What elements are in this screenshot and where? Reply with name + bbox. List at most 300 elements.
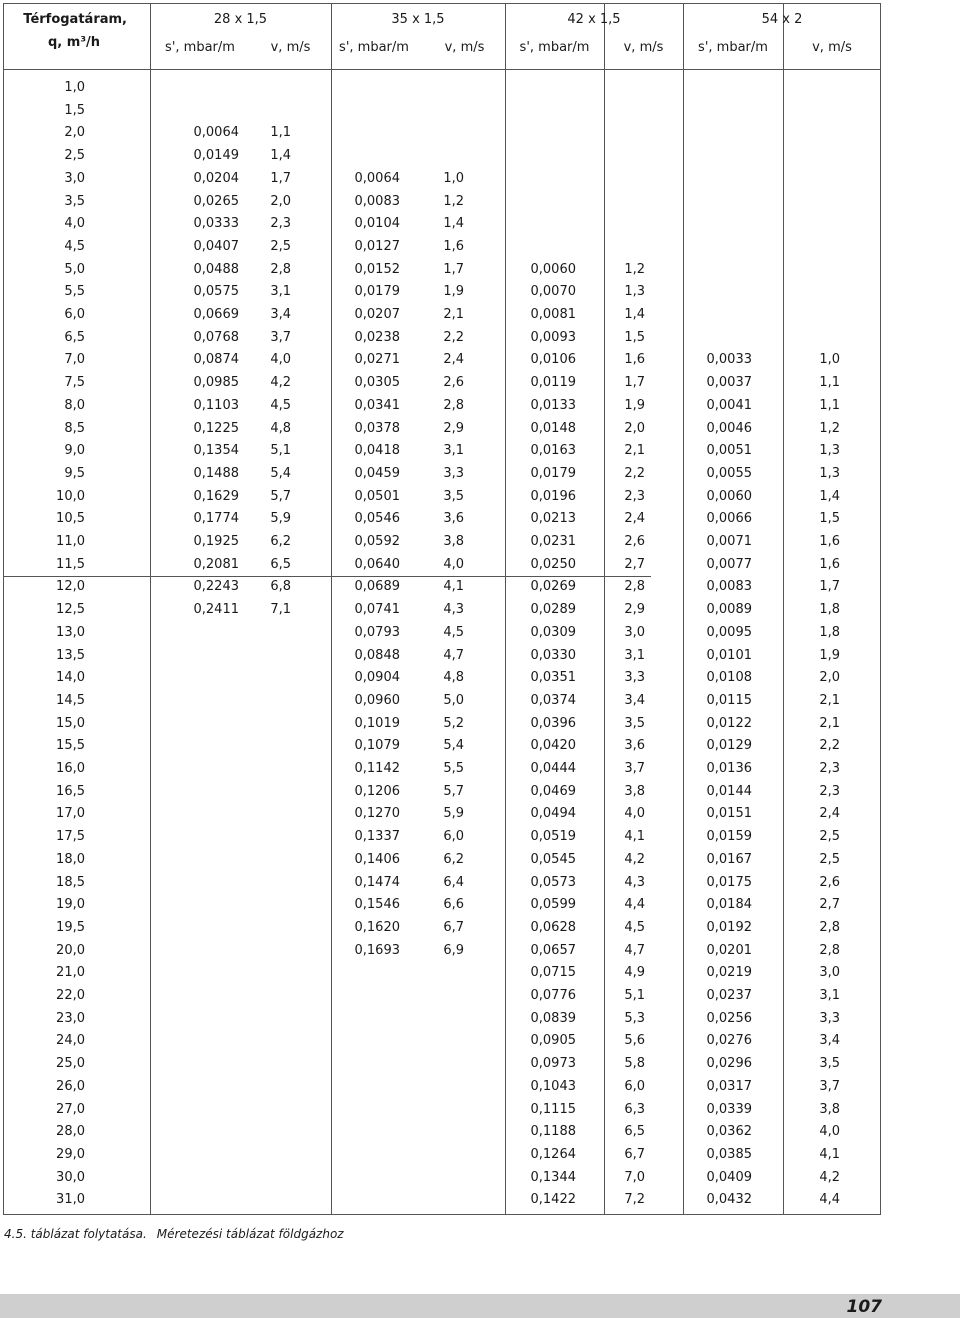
cell-pressure-drop-28: 0,1103 [193,397,239,413]
cell-velocity-42: 2,6 [624,534,645,549]
subheader-velocity: v, m/s [812,40,852,55]
cell-flow-rate: 17,5 [56,829,85,845]
cell-velocity-54: 1,4 [819,488,840,504]
cell-flow-rate: 27,0 [56,1101,85,1117]
cell-pressure-drop-42: 0,0420 [530,738,576,754]
cell-pressure-drop-35: 0,1142 [354,761,400,776]
cell-velocity-54: 2,2 [819,738,840,754]
cell-pressure-drop-35: 0,1337 [354,829,400,845]
cell-flow-rate: 16,0 [56,761,85,776]
cell-pressure-drop-42: 0,0133 [530,397,576,413]
cell-velocity-28: 4,8 [270,420,291,436]
cell-pressure-drop-28: 0,0204 [193,170,239,186]
cell-pressure-drop-54: 0,0237 [706,988,752,1003]
cell-pressure-drop-54: 0,0115 [706,692,752,708]
cell-pressure-drop-35: 0,0127 [354,238,400,254]
cell-velocity-54: 2,4 [819,806,840,822]
cell-flow-rate: 6,5 [64,329,85,345]
cell-flow-rate: 20,0 [56,942,85,958]
cell-pressure-drop-28: 0,0407 [193,238,239,254]
cell-pressure-drop-28: 0,2081 [193,556,239,572]
cell-flow-rate: 3,0 [64,170,85,186]
cell-pressure-drop-35: 0,1270 [354,806,400,822]
cell-velocity-42: 1,3 [624,284,645,300]
cell-flow-rate: 10,0 [56,488,85,504]
cell-pressure-drop-35: 0,1406 [354,851,400,867]
cell-velocity-28: 3,7 [270,329,291,345]
cell-velocity-42: 1,5 [624,329,645,345]
cell-flow-rate: 23,0 [56,1010,85,1026]
cell-velocity-35: 4,8 [443,670,464,686]
cell-pressure-drop-42: 0,0715 [530,965,576,981]
cell-velocity-42: 1,6 [624,352,645,368]
cell-flow-rate: 13,0 [56,624,85,640]
cell-velocity-28: 5,9 [270,511,291,527]
cell-flow-rate: 4,0 [64,216,85,232]
cell-pressure-drop-42: 0,0905 [530,1033,576,1049]
cell-velocity-42: 6,0 [624,1078,645,1094]
cell-flow-rate: 10,5 [56,511,85,527]
cell-velocity-42: 3,6 [624,738,645,754]
cell-velocity-35: 6,9 [443,942,464,958]
cell-velocity-42: 7,2 [624,1192,645,1208]
cell-pressure-drop-42: 0,0374 [530,692,576,708]
subheader-velocity: v, m/s [623,40,664,55]
cell-velocity-42: 4,0 [624,806,645,822]
cell-velocity-54: 3,4 [819,1033,840,1049]
cell-velocity-42: 1,7 [624,375,645,391]
page-number: 107 [846,1297,882,1317]
cell-flow-rate: 7,0 [64,352,85,368]
cell-velocity-42: 4,9 [624,965,645,981]
cell-flow-rate: 24,0 [56,1033,85,1049]
cell-velocity-35: 1,7 [443,261,464,277]
cell-pressure-drop-42: 0,1188 [530,1124,576,1140]
cell-flow-rate: 12,5 [56,602,85,618]
cell-velocity-54: 3,8 [819,1101,840,1117]
cell-velocity-28: 7,1 [270,602,291,618]
cell-flow-rate: 18,0 [56,851,85,867]
cell-flow-rate: 21,0 [56,965,85,981]
cell-velocity-35: 2,1 [443,307,464,322]
subheader-velocity: v, m/s [270,40,311,55]
column-divider [505,3,506,1215]
cell-pressure-drop-28: 0,1925 [193,534,239,549]
cell-pressure-drop-42: 0,1043 [530,1078,576,1094]
cell-velocity-35: 2,8 [443,397,464,413]
cell-velocity-42: 6,5 [624,1124,645,1140]
cell-pressure-drop-42: 0,0839 [530,1010,576,1026]
cell-pressure-drop-42: 0,0573 [530,874,576,890]
cell-pressure-drop-54: 0,0385 [706,1146,752,1162]
cell-pressure-drop-28: 0,0064 [193,125,239,141]
cell-pressure-drop-54: 0,0184 [706,897,752,913]
cell-pressure-drop-42: 0,0289 [530,602,576,618]
cell-velocity-42: 4,3 [624,874,645,890]
cell-pressure-drop-54: 0,0051 [706,443,752,459]
cell-pressure-drop-35: 0,0793 [354,624,400,640]
cell-pressure-drop-35: 0,1019 [354,715,400,731]
cell-velocity-42: 4,4 [624,897,645,913]
cell-velocity-28: 2,8 [270,261,291,277]
cell-pressure-drop-54: 0,0108 [706,670,752,686]
cell-velocity-42: 2,7 [624,556,645,572]
cell-velocity-54: 3,3 [819,1010,840,1026]
cell-pressure-drop-28: 0,1354 [193,443,239,459]
cell-velocity-35: 3,5 [443,488,464,504]
cell-flow-rate: 16,5 [56,783,85,799]
cell-velocity-54: 3,7 [819,1078,840,1094]
cell-velocity-54: 4,1 [819,1146,840,1162]
cell-pressure-drop-42: 0,0119 [530,375,576,391]
cell-pressure-drop-35: 0,0459 [354,465,400,481]
cell-pressure-drop-42: 0,0545 [530,851,576,867]
cell-velocity-35: 3,1 [443,443,464,459]
cell-pressure-drop-28: 0,1488 [193,465,239,481]
cell-pressure-drop-28: 0,1225 [193,420,239,436]
row-divider [331,576,651,577]
cell-velocity-54: 1,1 [819,397,840,413]
cell-velocity-42: 1,2 [624,261,645,277]
group-header-28: 28 x 1,5 [213,12,268,27]
cell-velocity-54: 3,1 [819,988,840,1003]
cell-pressure-drop-28: 0,0488 [193,261,239,277]
cell-velocity-54: 3,0 [819,965,840,981]
cell-pressure-drop-35: 0,0152 [354,261,400,277]
cell-velocity-35: 6,2 [443,851,464,867]
cell-flow-rate: 11,5 [56,556,85,572]
cell-velocity-35: 3,8 [443,534,464,549]
cell-velocity-28: 5,4 [270,465,291,481]
cell-flow-rate: 1,0 [64,80,85,95]
cell-pressure-drop-42: 0,0231 [530,534,576,549]
cell-pressure-drop-54: 0,0167 [706,851,752,867]
cell-pressure-drop-28: 0,2411 [193,602,239,618]
cell-velocity-28: 6,5 [270,556,291,572]
cell-velocity-35: 2,9 [443,420,464,436]
cell-flow-rate: 25,0 [56,1056,85,1072]
cell-velocity-54: 1,8 [819,624,840,640]
cell-pressure-drop-42: 0,1344 [530,1169,576,1185]
cell-flow-rate: 22,0 [56,988,85,1003]
cell-pressure-drop-28: 0,0985 [193,375,239,391]
cell-velocity-28: 2,3 [270,216,291,232]
cell-velocity-35: 6,7 [443,919,464,935]
cell-pressure-drop-54: 0,0041 [706,397,752,413]
cell-velocity-28: 1,1 [270,125,291,141]
cell-velocity-54: 2,8 [819,942,840,958]
cell-velocity-42: 2,8 [624,579,645,595]
cell-velocity-54: 1,0 [819,352,840,368]
cell-velocity-42: 3,7 [624,761,645,776]
cell-pressure-drop-28: 0,0265 [193,193,239,209]
cell-pressure-drop-35: 0,0546 [354,511,400,527]
cell-velocity-35: 6,0 [443,829,464,845]
column-divider [150,3,151,1215]
cell-pressure-drop-42: 0,0973 [530,1056,576,1072]
cell-pressure-drop-35: 0,0418 [354,443,400,459]
cell-pressure-drop-54: 0,0317 [706,1078,752,1094]
cell-velocity-28: 6,2 [270,534,291,549]
cell-pressure-drop-54: 0,0192 [706,919,752,935]
cell-velocity-42: 5,3 [624,1010,645,1026]
cell-pressure-drop-35: 0,0960 [354,692,400,708]
cell-pressure-drop-54: 0,0122 [706,715,752,731]
cell-pressure-drop-42: 0,0628 [530,919,576,935]
cell-velocity-42: 5,6 [624,1033,645,1049]
cell-velocity-54: 2,8 [819,919,840,935]
cell-pressure-drop-35: 0,1206 [354,783,400,799]
cell-flow-rate: 15,0 [56,715,85,731]
cell-pressure-drop-35: 0,0689 [354,579,400,595]
cell-pressure-drop-35: 0,0083 [354,193,400,209]
cell-pressure-drop-54: 0,0055 [706,465,752,481]
cell-velocity-54: 1,3 [819,443,840,459]
column-divider [783,3,784,1215]
cell-pressure-drop-54: 0,0136 [706,761,752,776]
cell-pressure-drop-54: 0,0060 [706,488,752,504]
cell-flow-rate: 12,0 [56,579,85,595]
cell-velocity-54: 1,5 [819,511,840,527]
cell-pressure-drop-54: 0,0095 [706,624,752,640]
cell-velocity-35: 4,3 [443,602,464,618]
cell-pressure-drop-42: 0,0599 [530,897,576,913]
cell-pressure-drop-28: 0,1629 [193,488,239,504]
cell-velocity-35: 2,6 [443,375,464,391]
cell-velocity-35: 1,6 [443,238,464,254]
row-divider [3,576,331,577]
cell-pressure-drop-35: 0,1079 [354,738,400,754]
cell-velocity-42: 1,9 [624,397,645,413]
cell-pressure-drop-54: 0,0201 [706,942,752,958]
cell-velocity-54: 1,7 [819,579,840,595]
group-header-35: 35 x 1,5 [391,12,445,27]
cell-velocity-42: 4,5 [624,919,645,935]
cell-velocity-54: 2,5 [819,851,840,867]
cell-velocity-54: 4,2 [819,1169,840,1185]
cell-velocity-35: 5,5 [443,761,464,776]
cell-velocity-35: 1,0 [443,170,464,186]
cell-velocity-42: 5,1 [624,988,645,1003]
cell-flow-rate: 3,5 [64,193,85,209]
cell-pressure-drop-54: 0,0101 [706,647,752,663]
cell-flow-rate: 19,5 [56,919,85,935]
column-divider [604,3,605,1215]
cell-pressure-drop-42: 0,0081 [530,307,576,322]
cell-flow-rate: 28,0 [56,1124,85,1140]
cell-velocity-54: 1,2 [819,420,840,436]
cell-pressure-drop-42: 0,0494 [530,806,576,822]
cell-pressure-drop-54: 0,0077 [706,556,752,572]
cell-velocity-54: 2,0 [819,670,840,686]
cell-velocity-54: 4,4 [819,1192,840,1208]
cell-velocity-35: 5,2 [443,715,464,731]
cell-pressure-drop-35: 0,0848 [354,647,400,663]
cell-pressure-drop-42: 0,0351 [530,670,576,686]
subheader-pressure-drop: s', mbar/m [698,40,768,55]
cell-pressure-drop-54: 0,0066 [706,511,752,527]
cell-pressure-drop-28: 0,0575 [193,284,239,300]
column-divider [683,3,684,1215]
cell-pressure-drop-35: 0,1693 [354,942,400,958]
column-divider [331,3,332,1215]
cell-pressure-drop-42: 0,0519 [530,829,576,845]
cell-pressure-drop-42: 0,1115 [530,1101,576,1117]
cell-pressure-drop-35: 0,0904 [354,670,400,686]
cell-pressure-drop-42: 0,0148 [530,420,576,436]
cell-pressure-drop-35: 0,0179 [354,284,400,300]
cell-velocity-42: 2,1 [624,443,645,459]
cell-velocity-42: 3,0 [624,624,645,640]
cell-pressure-drop-35: 0,0104 [354,216,400,232]
cell-flow-rate: 11,0 [56,534,85,549]
cell-pressure-drop-35: 0,0741 [354,602,400,618]
cell-pressure-drop-42: 0,0269 [530,579,576,595]
cell-flow-rate: 15,5 [56,738,85,754]
cell-flow-rate: 26,0 [56,1078,85,1094]
cell-velocity-42: 3,4 [624,692,645,708]
cell-pressure-drop-54: 0,0159 [706,829,752,845]
cell-velocity-42: 3,1 [624,647,645,663]
cell-velocity-42: 7,0 [624,1169,645,1185]
cell-velocity-35: 3,3 [443,465,464,481]
cell-pressure-drop-35: 0,0501 [354,488,400,504]
cell-velocity-42: 2,0 [624,420,645,436]
cell-velocity-35: 2,4 [443,352,464,368]
cell-velocity-28: 4,0 [270,352,291,368]
cell-pressure-drop-35: 0,0592 [354,534,400,549]
cell-velocity-54: 1,6 [819,534,840,549]
cell-pressure-drop-54: 0,0089 [706,602,752,618]
cell-velocity-42: 6,3 [624,1101,645,1117]
cell-velocity-54: 1,8 [819,602,840,618]
cell-pressure-drop-42: 0,0196 [530,488,576,504]
cell-velocity-28: 4,5 [270,397,291,413]
cell-flow-rate: 2,0 [64,125,85,141]
cell-pressure-drop-54: 0,0083 [706,579,752,595]
cell-pressure-drop-42: 0,0179 [530,465,576,481]
cell-pressure-drop-35: 0,0640 [354,556,400,572]
cell-pressure-drop-54: 0,0219 [706,965,752,981]
cell-velocity-35: 4,0 [443,556,464,572]
subheader-pressure-drop: s', mbar/m [339,40,409,55]
cell-velocity-42: 2,4 [624,511,645,527]
cell-pressure-drop-54: 0,0144 [706,783,752,799]
cell-velocity-35: 4,5 [443,624,464,640]
cell-velocity-35: 2,2 [443,329,464,345]
cell-velocity-35: 5,9 [443,806,464,822]
cell-pressure-drop-35: 0,0064 [354,170,400,186]
cell-velocity-42: 3,5 [624,715,645,731]
footer-band [0,1294,960,1318]
cell-velocity-28: 5,1 [270,443,291,459]
cell-pressure-drop-42: 0,0163 [530,443,576,459]
cell-flow-rate: 14,0 [56,670,85,686]
cell-velocity-28: 4,2 [270,375,291,391]
cell-flow-rate: 2,5 [64,148,85,164]
cell-velocity-42: 4,2 [624,851,645,867]
cell-pressure-drop-54: 0,0276 [706,1033,752,1049]
cell-flow-rate: 8,0 [64,397,85,413]
cell-flow-rate: 19,0 [56,897,85,913]
cell-flow-rate: 14,5 [56,692,85,708]
cell-velocity-35: 4,7 [443,647,464,663]
cell-pressure-drop-35: 0,0305 [354,375,400,391]
header-divider [3,69,881,70]
table-caption [4,1227,344,1241]
cell-pressure-drop-28: 0,0333 [193,216,239,232]
cell-velocity-42: 3,3 [624,670,645,686]
cell-velocity-54: 1,9 [819,647,840,663]
cell-velocity-28: 6,8 [270,579,291,595]
cell-pressure-drop-28: 0,1774 [193,511,239,527]
cell-velocity-54: 2,1 [819,715,840,731]
cell-pressure-drop-42: 0,0060 [530,261,576,277]
cell-flow-rate: 4,5 [64,238,85,254]
cell-pressure-drop-35: 0,0341 [354,397,400,413]
cell-velocity-54: 2,7 [819,897,840,913]
cell-velocity-54: 4,0 [819,1124,840,1140]
cell-velocity-42: 5,8 [624,1056,645,1072]
cell-flow-rate: 5,0 [64,261,85,277]
cell-pressure-drop-54: 0,0256 [706,1010,752,1026]
cell-pressure-drop-42: 0,1422 [530,1192,576,1208]
cell-flow-rate: 6,0 [64,307,85,322]
cell-velocity-28: 3,4 [270,307,291,322]
cell-pressure-drop-54: 0,0175 [706,874,752,890]
cell-pressure-drop-42: 0,0093 [530,329,576,345]
cell-pressure-drop-42: 0,0250 [530,556,576,572]
cell-pressure-drop-28: 0,0149 [193,148,239,164]
cell-flow-rate: 13,5 [56,647,85,663]
cell-velocity-28: 1,4 [270,148,291,164]
cell-velocity-54: 2,6 [819,874,840,890]
cell-pressure-drop-35: 0,0271 [354,352,400,368]
cell-pressure-drop-54: 0,0129 [706,738,752,754]
subheader-velocity: v, m/s [444,40,485,55]
cell-velocity-28: 3,1 [270,284,291,300]
subheader-pressure-drop: s', mbar/m [165,40,235,55]
cell-pressure-drop-42: 0,0213 [530,511,576,527]
cell-pressure-drop-42: 0,0657 [530,942,576,958]
cell-pressure-drop-54: 0,0409 [706,1169,752,1185]
group-header-54: 54 x 2 [761,12,803,27]
cell-pressure-drop-42: 0,0070 [530,284,576,300]
cell-velocity-35: 1,2 [443,193,464,209]
cell-velocity-42: 1,4 [624,307,645,322]
cell-pressure-drop-35: 0,1620 [354,919,400,935]
cell-velocity-35: 1,4 [443,216,464,232]
cell-velocity-35: 4,1 [443,579,464,595]
cell-pressure-drop-35: 0,1474 [354,874,400,890]
cell-velocity-28: 5,7 [270,488,291,504]
cell-velocity-35: 5,0 [443,692,464,708]
cell-flow-rate: 17,0 [56,806,85,822]
cell-velocity-54: 1,6 [819,556,840,572]
cell-pressure-drop-54: 0,0033 [706,352,752,368]
cell-pressure-drop-54: 0,0071 [706,534,752,549]
cell-flow-rate: 18,5 [56,874,85,890]
cell-velocity-28: 1,7 [270,170,291,186]
cell-pressure-drop-35: 0,1546 [354,897,400,913]
cell-velocity-42: 2,3 [624,488,645,504]
cell-velocity-28: 2,5 [270,238,291,254]
cell-pressure-drop-28: 0,0669 [193,307,239,322]
cell-flow-rate: 9,5 [64,465,85,481]
cell-pressure-drop-42: 0,0776 [530,988,576,1003]
cell-velocity-42: 2,2 [624,465,645,481]
cell-pressure-drop-42: 0,0330 [530,647,576,663]
